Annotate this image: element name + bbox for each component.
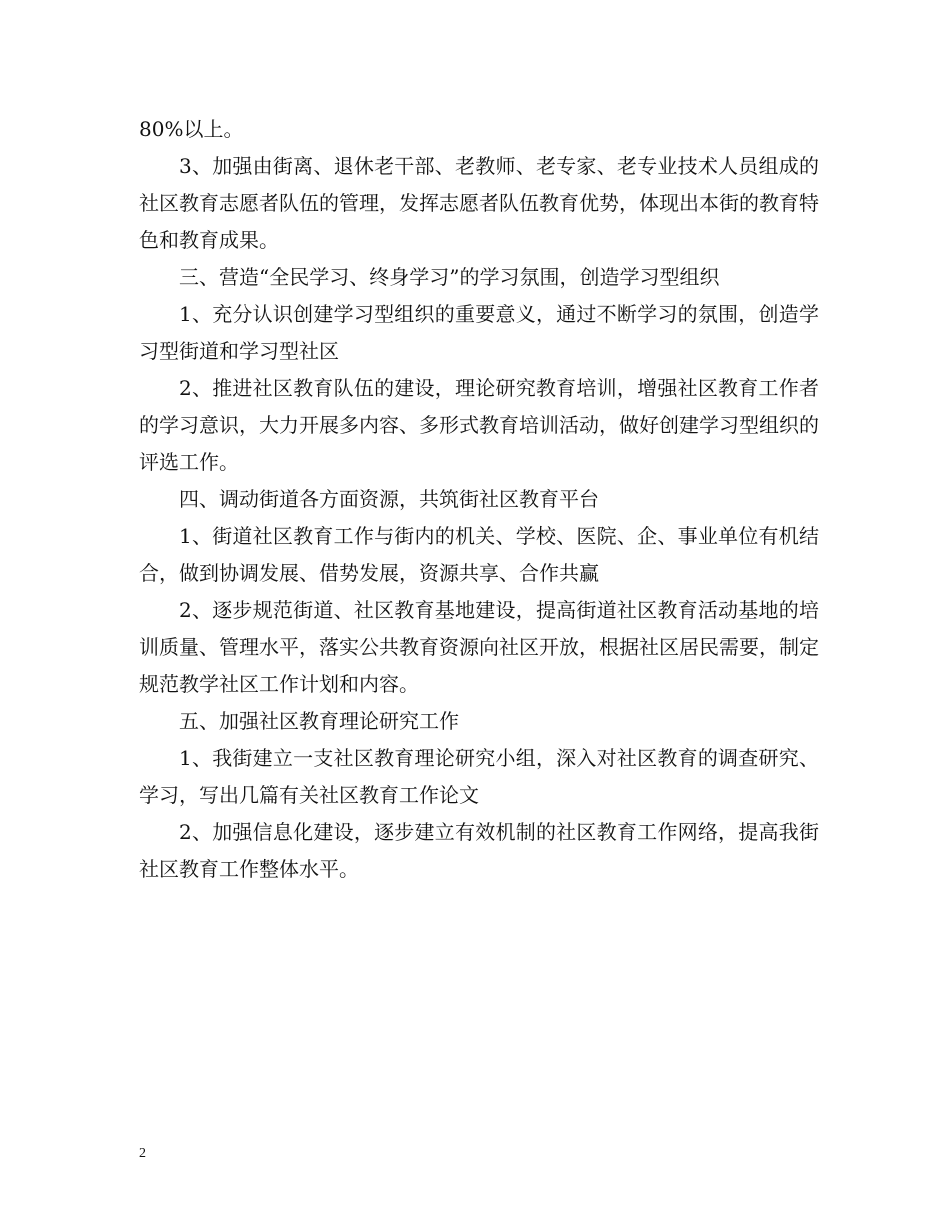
paragraph-item-2-informatization: 2、加强信息化建设，逐步建立有效机制的社区教育工作网络，提高我街社区教育工作整体水平。 — [139, 820, 819, 881]
section-heading-4: 四、调动街道各方面资源，共筑街社区教育平台 — [179, 487, 599, 511]
section-heading-3: 三、营造“全民学习、终身学习”的学习氛围，创造学习型组织 — [179, 265, 720, 289]
paragraph-item-1-research-group: 1、我街建立一支社区教育理论研究小组，深入对社区教育的调查研究、学习，写出几篇有关社区教育工作论文 — [139, 746, 819, 807]
paragraph-item-2-team-building: 2、推进社区教育队伍的建设，理论研究教育培训，增强社区教育工作者的学习意识，大力开展多内容、多形式教育培训活动，做好创建学习型组织的评选工作。 — [139, 376, 819, 474]
paragraph-item-1-cooperation: 1、街道社区教育工作与街内的机关、学校、医院、企、事业单位有机结合，做到协调发展、借势发展，资源共享、合作共赢 — [139, 524, 819, 585]
document-body — [139, 111, 819, 888]
paragraph-item-1-learning-org: 1、充分认识创建学习型组织的重要意义，通过不断学习的氛围，创造学习型街道和学习型社区 — [139, 302, 819, 363]
section-heading-5: 五、加强社区教育理论研究工作 — [179, 709, 459, 733]
paragraph-item-3-volunteers: 3、加强由街离、退休老干部、老教师、老专家、老专业技术人员组成的社区教育志愿者队伍的管理，发挥志愿者队伍教育优势，体现出本街的教育特色和教育成果。 — [139, 154, 819, 252]
page-number: 2 — [139, 1146, 146, 1161]
paragraph-item-2-base-building: 2、逐步规范街道、社区教育基地建设，提高街道社区教育活动基地的培训质量、管理水平，落实公共教育资源向社区开放，根据社区居民需要，制定规范教学社区工作计划和内容。 — [139, 598, 819, 696]
paragraph-continuation: 80%以上。 — [139, 117, 244, 141]
